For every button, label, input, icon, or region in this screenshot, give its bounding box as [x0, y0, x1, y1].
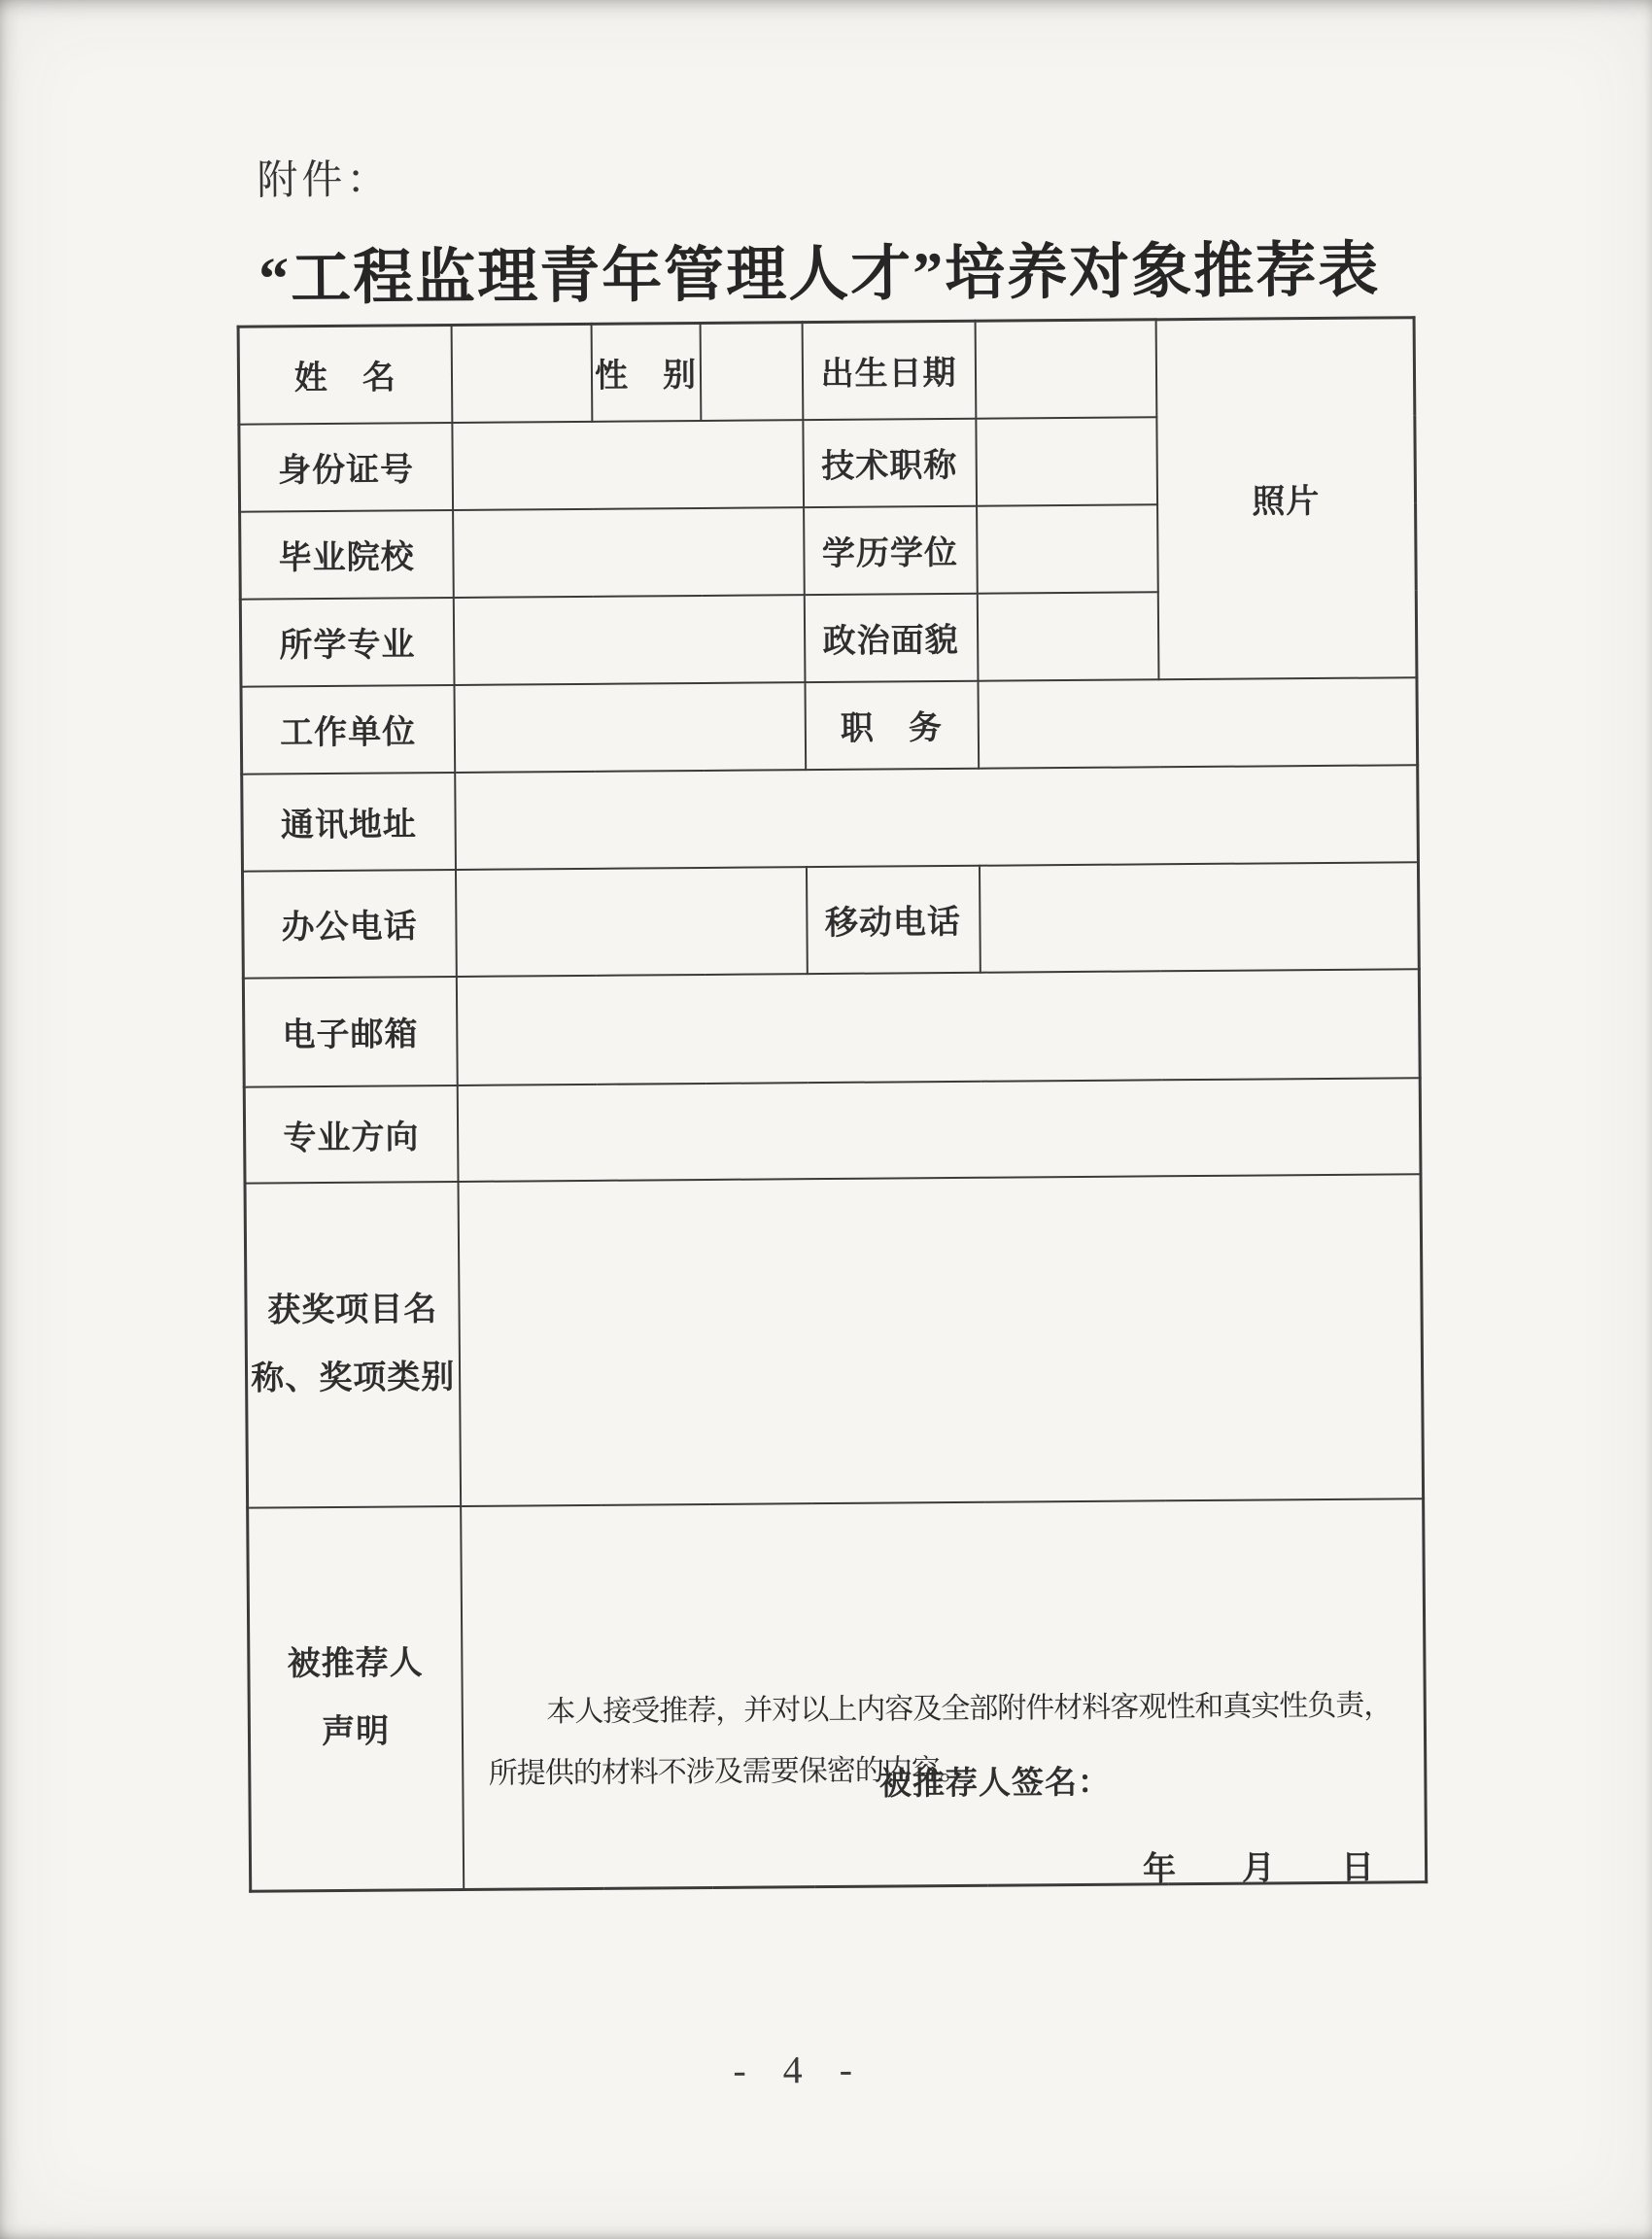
row-declaration — [248, 1498, 1427, 1891]
value-name — [451, 324, 592, 422]
value-address — [455, 765, 1419, 870]
value-birth-date — [975, 320, 1156, 418]
label-direction: 专业方向 — [244, 1085, 458, 1183]
label-technical-title: 技术职称 — [803, 418, 977, 506]
row-phones — [242, 862, 1419, 978]
row-name-gender-birth — [238, 318, 1415, 425]
photo-cell: 照片 — [1155, 318, 1417, 679]
label-school: 毕业院校 — [240, 509, 454, 599]
row-address — [242, 765, 1419, 872]
label-awards-line1: 获奖项目名 — [267, 1291, 438, 1329]
declaration-signature-label: 被推荐人签名： — [878, 1765, 1112, 1803]
value-email — [456, 969, 1420, 1085]
label-declarant — [248, 1505, 464, 1891]
value-degree — [977, 504, 1158, 593]
row-direction — [244, 1078, 1421, 1184]
declaration-text: 本人接受推荐，并对以上内容及全部附件材料客观性和真实性负责，所提供的材料不涉及需要保密的内容。 — [488, 1689, 1393, 1790]
value-political-status — [977, 592, 1158, 680]
row-awards — [245, 1174, 1424, 1507]
value-school — [453, 507, 805, 598]
label-work-unit: 工作单位 — [241, 684, 455, 774]
label-awards — [245, 1181, 461, 1507]
attachment-label: 附件： — [257, 157, 392, 204]
recommendation-form-table — [237, 316, 1428, 1892]
label-awards-line2: 称、奖项类别 — [251, 1359, 456, 1397]
declaration-cell — [461, 1498, 1427, 1890]
page-number: - 4 - — [733, 2047, 867, 2092]
label-position: 职 务 — [805, 680, 979, 769]
value-awards — [458, 1174, 1424, 1506]
label-name: 姓 名 — [238, 326, 452, 425]
value-mobile-phone — [979, 862, 1419, 973]
label-major: 所学专业 — [240, 597, 454, 686]
value-major — [453, 595, 805, 685]
row-email — [243, 969, 1420, 1086]
label-degree: 学历学位 — [804, 505, 978, 594]
row-workunit-position — [241, 677, 1418, 775]
value-office-phone — [455, 867, 807, 977]
value-id-number — [452, 420, 804, 510]
value-direction — [457, 1078, 1421, 1182]
value-technical-title — [976, 417, 1157, 505]
label-declarant-line2: 声明 — [322, 1713, 391, 1750]
value-position — [978, 677, 1418, 769]
label-id-number: 身份证号 — [239, 423, 453, 512]
label-gender: 性 别 — [591, 323, 701, 421]
label-address: 通讯地址 — [242, 772, 456, 871]
declaration-date-line: 年 月 日 — [1142, 1849, 1375, 1887]
value-work-unit — [454, 682, 806, 773]
label-mobile-phone: 移动电话 — [806, 865, 980, 973]
value-gender — [700, 323, 803, 421]
label-email: 电子邮箱 — [243, 976, 457, 1086]
label-office-phone: 办公电话 — [242, 869, 456, 978]
label-declarant-line1: 被推荐人 — [287, 1645, 424, 1683]
label-birth-date: 出生日期 — [802, 321, 976, 419]
page-title: “工程监理青年管理人才”培养对象推荐表 — [258, 237, 1381, 313]
label-political-status: 政治面貌 — [804, 593, 978, 681]
